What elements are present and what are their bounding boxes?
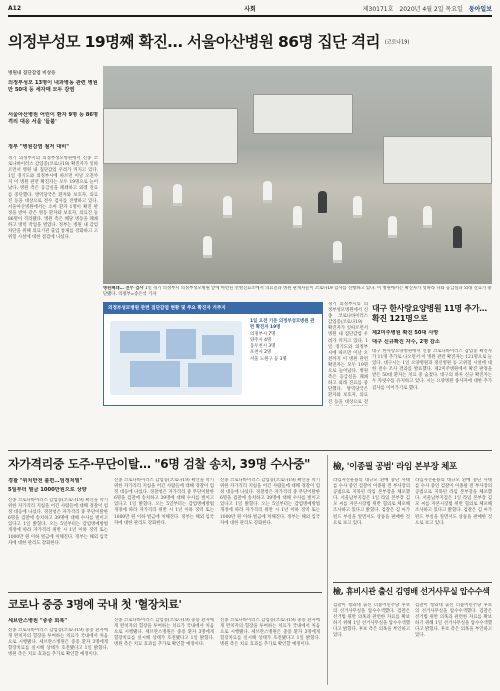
lead-body: 경기 의정부시의 의정부성모병원에서 신종 코로나바이러스 감염증(코로나19) 확진자가 잇따르면서 병원 내 집단감염 우려가 커지고 있다. 1일 경기도와 의정부시에 따르면 이날 오전까지 이 병원 관련 확진자는 모두 19명으로 늘어났다. 병원 측은 응급실을 폐쇄하고 외래 진료를 중단했다. 방역당국은 환자와 보호자, 의료진 등을 대상으로 전수 검사를 진행하고 있다. 서울아산병원에서는 소아 환자 1명이 확진 판정을 받아 같은 병동 환자와 보호자, 의료진 등 86명이 격리됐다. 병원 측은 해당 병동을 폐쇄하고 방역 작업을 벌였다. 정부는 병원 내 감염 차단을 위해 의료기관 출입 통제를 강화하고 고위험 시설에 대한 점검에 나섰다. [8, 156, 98, 241]
plasma-body-col2: 신종 코로나바이러스 감염증(코로나19) 중증 환자에게 완치자의 혈장을 투여하는 치료가 국내에서 처음으로 시행됐다. 세브란스병원은 중증 환자 3명에게 혈장치료를 실시해 상태가 호전됐다고 1일 밝혔다. 병원 측은 치료 효과를 추가로 확인할 예정이다. [114, 618, 214, 648]
headline-tag: (코로나19) [384, 39, 410, 46]
sub-headline-1: 의정부성모 13명이 내과병동 관련 병원만 50대 등 세자매 모두 감염 [8, 80, 98, 94]
page-number: A12 [8, 4, 21, 12]
infographic-list [250, 319, 317, 399]
infographic-map [110, 321, 242, 395]
main-headline [8, 22, 492, 62]
infographic-title: 의정부성모병원 관련 집단감염 현황 및 주요 확진자 거주지 [104, 303, 322, 314]
self-quarantine-sub-1: 경찰 "위치반전 불편…엄정처벌" [8, 478, 83, 484]
person [318, 191, 327, 213]
tent [103, 108, 238, 164]
section-divider [8, 450, 492, 451]
plasma-body-col3: 신종 코로나바이러스 감염증(코로나19) 중증 환자에게 완치자의 혈장을 투여하는 치료가 국내에서 처음으로 시행됐다. 세브란스병원은 중증 환자 3명에게 혈장치료를 실시해 상태가 호전됐다고 1일 밝혔다. 병원 측은 치료 효과를 추가로 확인할 예정이다. [220, 618, 320, 648]
infographic-item: 포천시 2명 [250, 350, 272, 356]
column-divider [327, 455, 328, 685]
map-region [188, 363, 232, 387]
plasma-headline: 코로나 중증 3명에 국내 첫 '혈장치료' [8, 598, 182, 611]
small-divider [333, 582, 492, 583]
self-quarantine-body-col3: 신종 코로나바이러스 감염증(코로나19) 확산을 막기 위한 자가격리 지침을 어긴 사람들에 대해 경찰이 엄정 대응에 나섰다. 경찰청은 자가격리 중 무단이탈한 6명을 검찰에 송치하고 39명에 대해 수사를 벌이고 있다고 1일 밝혔다. 오는 5일부터는 감염병예방법 개정에 따라 자가격리 위반 시 1년 이하 징역 또는 1000만 원 이하 벌금에 처해진다. 정부는 해외 입국자에 대한 관리도 강화한다. [220, 478, 320, 526]
map-region [130, 361, 180, 387]
sub-headline-3: 정부 "병원감염 철저 대비" [8, 144, 69, 150]
issue-date: 2020년 4월 2일 목요일 [399, 5, 463, 13]
person [203, 236, 212, 258]
tent [253, 94, 353, 134]
person [223, 196, 232, 218]
tent [383, 136, 492, 184]
infographic-item: 1일 오전 기준 의정부성모병원 관련 확진자 19명 [250, 319, 315, 331]
person [333, 241, 342, 263]
infographic-item: 의정부시 7명 [250, 331, 276, 337]
edition-number: 제30171호 [362, 5, 394, 13]
person [173, 184, 182, 206]
infographic-item: 양주시 4명 [250, 337, 272, 343]
map-region [120, 331, 160, 353]
map-region [202, 335, 234, 355]
person [293, 206, 302, 228]
map-region [166, 329, 196, 359]
self-quarantine-headline: 자가격리중 도주·무단이탈… "6명 검찰 송치, 39명 수사중" [8, 457, 310, 471]
person [388, 216, 397, 238]
person [143, 186, 152, 208]
photo-caption-title: 병원폐쇄… 전수 검사 [103, 286, 144, 291]
masthead-right [363, 4, 492, 13]
daegu-sub-2: 대구 신규확진 자수, 2명 감소 [372, 339, 440, 345]
lower-divider [8, 592, 322, 593]
lime-headline: 檢, '이종필 공범' 라임 본부장 체포 [333, 462, 457, 472]
infographic-item: 동두천시 3명 [250, 344, 276, 350]
kicker: 병원내 집단감염 비상등 [8, 71, 56, 76]
self-quarantine-body-col1: 신종 코로나바이러스 감염증(코로나19) 확산을 막기 위한 자가격리 지침을 어긴 사람들에 대해 경찰이 엄정 대응에 나섰다. 경찰청은 자가격리 중 무단이탈한 6명을 검찰에 송치하고 39명에 대해 수사를 벌이고 있다고 1일 밝혔다. 오는 5일부터는 감염병예방법 개정에 따라 자가격리 위반 시 1년 이하 징역 또는 1000만 원 이하 벌금에 처해진다. 정부는 해외 입국자에 대한 관리도 강화한다. [8, 498, 108, 546]
photo-caption-text: 1일 경기 의정부시 의정부성모병원 앞에 마련된 선별진료소에서 의료진과 병원 관계자들이 코로나19 검사를 진행하고 있다. 이 병원에서는 확진자가 잇따라 나와 응급실과 외래 진료가 중단됐다. 의정부=송은석 기자 [103, 286, 492, 297]
section-label: 사회 [244, 5, 256, 13]
plasma-sub: 세브란스병원 "중증 회복" [8, 618, 68, 624]
masthead [8, 3, 492, 13]
self-quarantine-body-col2: 신종 코로나바이러스 감염증(코로나19) 확산을 막기 위한 자가격리 지침을 어긴 사람들에 대해 경찰이 엄정 대응에 나섰다. 경찰청은 자가격리 중 무단이탈한 6명을 검찰에 송치하고 39명에 대해 수사를 벌이고 있다고 1일 밝혔다. 오는 5일부터는 감염병예방법 개정에 따라 자가격리 위반 시 1년 이하 징역 또는 1000만 원 이하 벌금에 처해진다. 정부는 해외 입국자에 대한 관리도 강화한다. [114, 478, 214, 526]
lead-body-cont: 경기 의정부시의 의정부성모병원에서 신종 코로나바이러스 감염증(코로나19) 확진자가 잇따르면서 병원 내 집단감염 우려가 커지고 있다. 1일 경기도와 의정부시에 따르면 이날 오전까지 이 병원 관련 확진자는 모두 19명으로 늘어났다. 병원 측은 응급실을 폐쇄하고 외래 진료를 중단했다. 방역당국은 환자와 보호자, 의료진 등을 대상으로 전 [328, 302, 368, 405]
self-quarantine-sub-2: 5일부터 벌금 1000만원으로 상향 [8, 487, 87, 493]
news-photo [103, 66, 492, 284]
kimyoungbae-body-col2: 검찰이 청와대 출신 더불어민주당 후보의 선거사무실을 압수수색했다. 검찰은 선거법 위반 의혹과 관련한 자료를 확보하기 위해 1일 선거사무실을 압수수색했다고 밝혔다. 후보 측은 의혹을 부인하고 있다. [415, 603, 492, 639]
newspaper-brand: 동아일보 [468, 5, 492, 13]
kimyoungbae-body-col1: 검찰이 청와대 출신 더불어민주당 후보의 선거사무실을 압수수색했다. 검찰은 선거법 위반 의혹과 관련한 자료를 확보하기 위해 1일 선거사무실을 압수수색했다고 밝혔다. 후보 측은 의혹을 부인하고 있다. [333, 603, 410, 639]
daegu-body: 대구 한사랑요양병원에서 신종 코로나바이러스 감염증 확진자가 11명 추가로 나오면서 이 병원 관련 확진자는 121명으로 늘었다. 대구시는 1일 요양병원과 정신병원 등 고위험 시설에 대한 전수 조사 결과를 발표했다. 제2미주병원에서 확진 판정을 받은 50대 환자는 치료 중 숨졌다. 대구의 하루 신규 확진자는 두 자릿수를 유지하고 있다. 시는 요양병원 종사자에 대한 추가 검사를 이어가기로 했다. [372, 349, 492, 391]
person [453, 226, 462, 248]
infographic-item: 서울 노원구 등 3명 [250, 356, 287, 362]
daegu-headline: 대구 한사랑요양병원 11명 추가… 확진 121명으로 [372, 304, 487, 323]
person [263, 181, 272, 203]
plasma-body-col1: 신종 코로나바이러스 감염증(코로나19) 중증 환자에게 완치자의 혈장을 투여하는 치료가 국내에서 처음으로 시행됐다. 세브란스병원은 중증 환자 3명에게 혈장치료를 실시해 상태가 호전됐다고 1일 밝혔다. 병원 측은 치료 효과를 추가로 확인할 예정이다. [8, 628, 108, 658]
infographic-box [103, 302, 323, 406]
kimyoungbae-headline: 檢, 휴비시관 출신 김영배 선거사무실 압수수색 [333, 587, 490, 596]
masthead-rule [8, 15, 492, 17]
person [423, 206, 432, 228]
sub-headline-2: 서울아산병원 어린이 환자 9명 등 86명 격리 대응 서울 '들불' [8, 112, 98, 126]
daegu-sub-1: 제2미주병원 확진 50대 사망 [372, 330, 439, 336]
lime-body-col2: 라임자산운용의 대규모 환매 중단 사태를 수사 중인 검찰이 이종필 전 부사장의 공범으로 지목된 라임 본부장을 체포했다. 서울남부지검은 1일 라임 본부장 김모 씨를 자본시장법 위반 혐의로 체포해 조사하고 있다고 밝혔다. 검찰은 김 씨가 펀드 부실을 알면서도 상품을 판매한 것으로 보고 있다. [415, 478, 492, 526]
main-headline-text: 의정부성모 19명째 확진… 서울아산병원 86명 집단 격리 [8, 33, 380, 51]
lime-body-col1: 라임자산운용의 대규모 환매 중단 사태를 수사 중인 검찰이 이종필 전 부사장의 공범으로 지목된 라임 본부장을 체포했다. 서울남부지검은 1일 라임 본부장 김모 씨를 자본시장법 위반 혐의로 체포해 조사하고 있다고 밝혔다. 검찰은 김 씨가 펀드 부실을 알면서도 상품을 판매한 것으로 보고 있다. [333, 478, 410, 526]
person [353, 196, 362, 218]
photo-caption [103, 286, 492, 300]
